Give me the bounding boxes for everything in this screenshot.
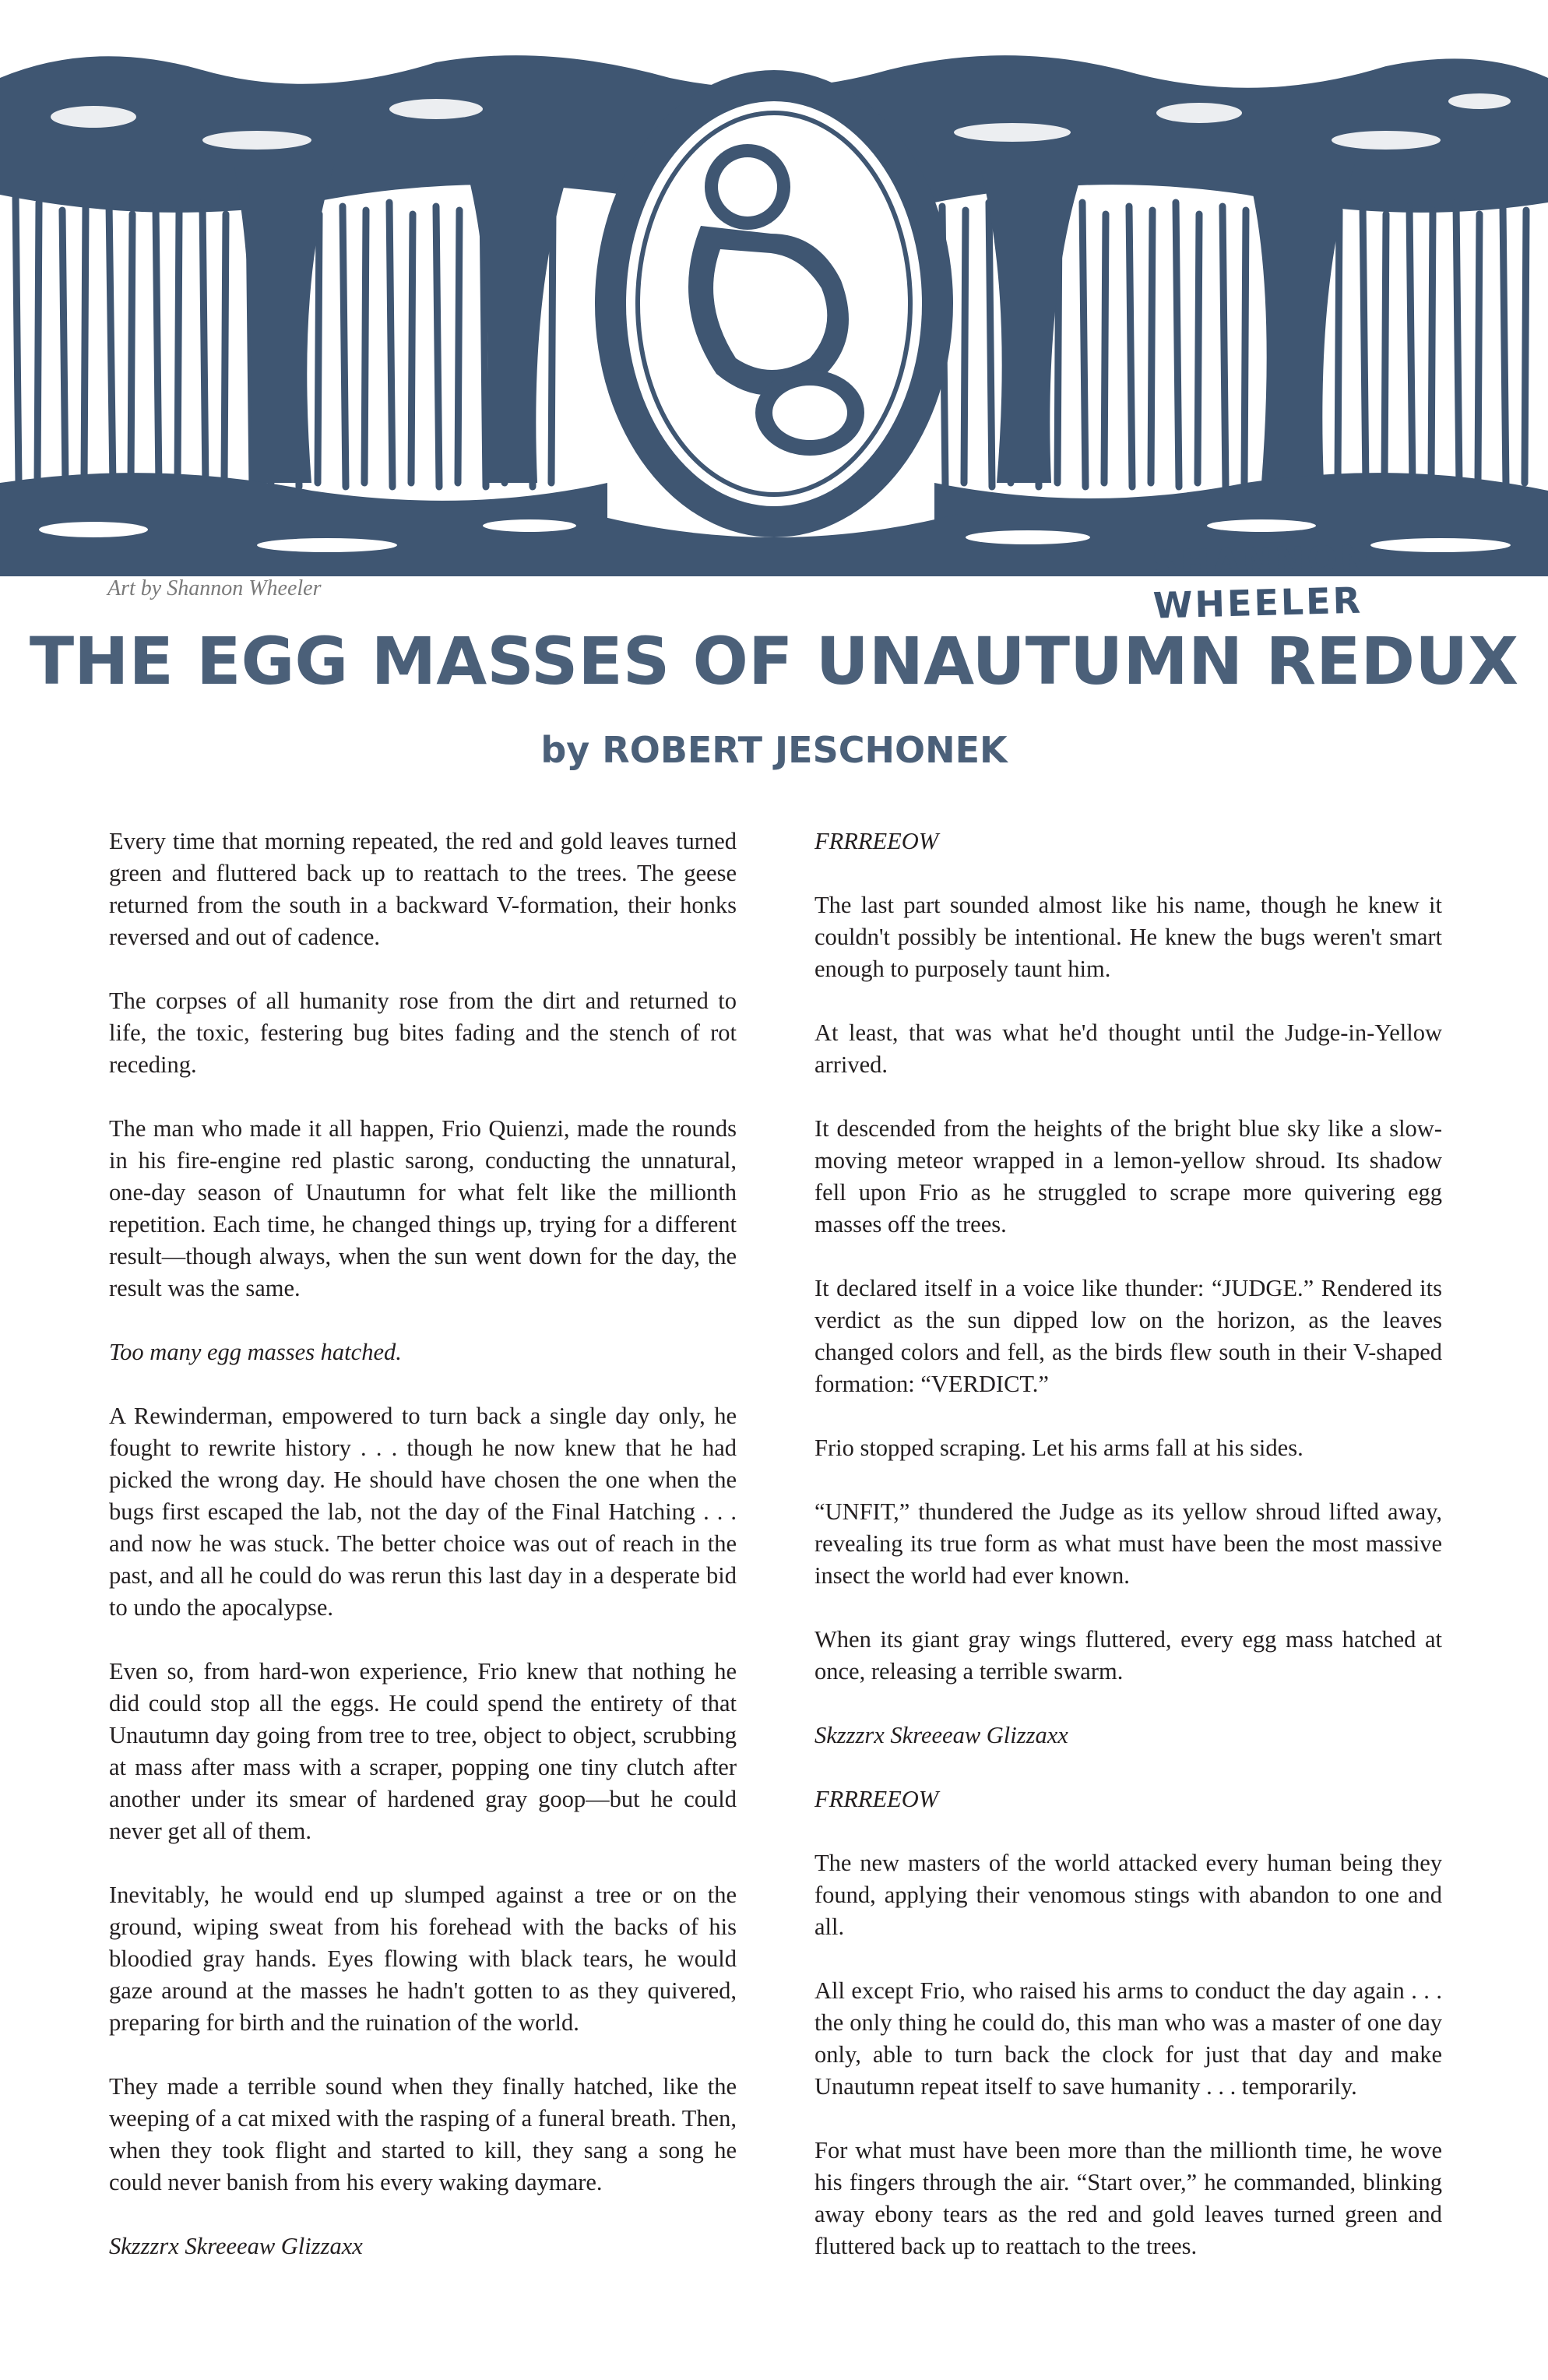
paragraph: Too many egg masses hatched. bbox=[109, 1339, 402, 1365]
paragraph: For what must have been more than the millionth time, he wove his fingers through the air. “Start over,” he commanded, blinking away ebony tears as the red and gold leaves turned green and fluttered back up to reattach to the trees. bbox=[814, 2137, 1442, 2259]
paragraph: When its giant gray wings fluttered, every egg mass hatched at once, releasing a terrible swarm. bbox=[814, 1626, 1442, 1685]
paragraph: The last part sounded almost like his name, though he knew it couldn't possibly be intentional. He knew the bugs weren't smart enough to purposely taunt him. bbox=[814, 892, 1442, 982]
paragraph: It declared itself in a voice like thunder: “JUDGE.” Rendered its verdict as the sun dipped low on the horizon, as the leaves changed colors and fell, as the birds flew south in their V-shaped formation: “VERDICT.” bbox=[814, 1275, 1442, 1397]
paragraph: Frio stopped scraping. Let his arms fall at his sides. bbox=[814, 1435, 1303, 1461]
paragraph: “UNFIT,” thundered the Judge as its yellow shroud lifted away, revealing its true form as what must have been the most massive insect the world had ever known. bbox=[814, 1498, 1442, 1589]
paragraph: FRRREEOW bbox=[814, 828, 939, 854]
paragraph: Inevitably, he would end up slumped against a tree or on the ground, wiping sweat from his forehead with the backs of his bloodied gray hands. Eyes flowing with black tears, he would gaze around at the masses he hadn't gotten to as they quivered, preparing for birth and the ruination of the world. bbox=[109, 1882, 737, 2036]
paragraph: They made a terrible sound when they finally hatched, like the weeping of a cat mixed with the rasping of a funeral breath. Then, when they took flight and started to kill, they sang a song he could never banish from his every waking daymare. bbox=[109, 2073, 737, 2195]
woodcut-forest-egg-illustration bbox=[0, 47, 1548, 576]
paragraph: Skzzzrx Skreeeaw Glizzaxx bbox=[814, 1722, 1068, 1748]
paragraph: Every time that morning repeated, the red and gold leaves turned green and fluttered back up to reattach to the trees. The geese returned from the south in a backward V-formation, their honks reversed and out of cadence. bbox=[109, 828, 737, 950]
art-credit: Art by Shannon Wheeler bbox=[107, 576, 322, 600]
paragraph: Even so, from hard-won experience, Frio knew that nothing he did could stop all the eggs. He could spend the entirety of that Unautumn day going from tree to tree, object to object, scrubbing at mass after mass with a scraper, popping one tiny clutch after another under its smear of hardened gray goop—but he could never get all of them. bbox=[109, 1658, 737, 1844]
paragraph: All except Frio, who raised his arms to conduct the day again . . . the only thing he could do, this man who was a master of one day only, able to turn back the clock for just that day and make Unautumn repeat itself to save humanity . . . temporarily. bbox=[814, 1977, 1442, 2100]
left-column bbox=[109, 826, 737, 2294]
story-byline: by ROBERT JESCHONEK bbox=[540, 729, 1008, 771]
story-title: THE EGG MASSES OF UNAUTUMN REDUX bbox=[29, 623, 1519, 699]
artist-signature: SHANNON WHEELER bbox=[1151, 537, 1373, 627]
paragraph: The corpses of all humanity rose from the dirt and returned to life, the toxic, festering bug bites fading and the stench of rot receding. bbox=[109, 988, 737, 1078]
paragraph: Skzzzrx Skreeeaw Glizzaxx bbox=[109, 2233, 363, 2259]
header-illustration bbox=[0, 47, 1548, 576]
paragraph: The man who made it all happen, Frio Quienzi, made the rounds in his fire-engine red plastic sarong, conducting the unnatural, one-day season of Unautumn for what felt like the millionth repetition. Each time, he changed things up, trying for a different result—though always, when the sun went down for the day, the result was the same. bbox=[109, 1115, 737, 1301]
paragraph: It descended from the heights of the bright blue sky like a slow-moving meteor wrapped in a lemon-yellow shroud. Its shadow fell upon Frio as he struggled to scrape more quivering egg masses off the trees. bbox=[814, 1115, 1442, 1238]
paragraph: At least, that was what he'd thought until the Judge-in-Yellow arrived. bbox=[814, 1019, 1442, 1078]
paragraph: The new masters of the world attacked every human being they found, applying their venomous stings with abandon to one and all. bbox=[814, 1850, 1442, 1940]
paragraph: A Rewinderman, empowered to turn back a single day only, he fought to rewrite history . . . though he now knew that he had picked the wrong day. He should have chosen the one when the bugs first escaped the lab, not the day of the Final Hatching . . . and now he was stuck. The better choice was out of reach in the past, and all he could do was rerun this last day in a desperate bid to undo the apocalypse. bbox=[109, 1403, 737, 1621]
paragraph: FRRREEOW bbox=[814, 1786, 939, 1812]
right-column bbox=[814, 826, 1442, 2294]
